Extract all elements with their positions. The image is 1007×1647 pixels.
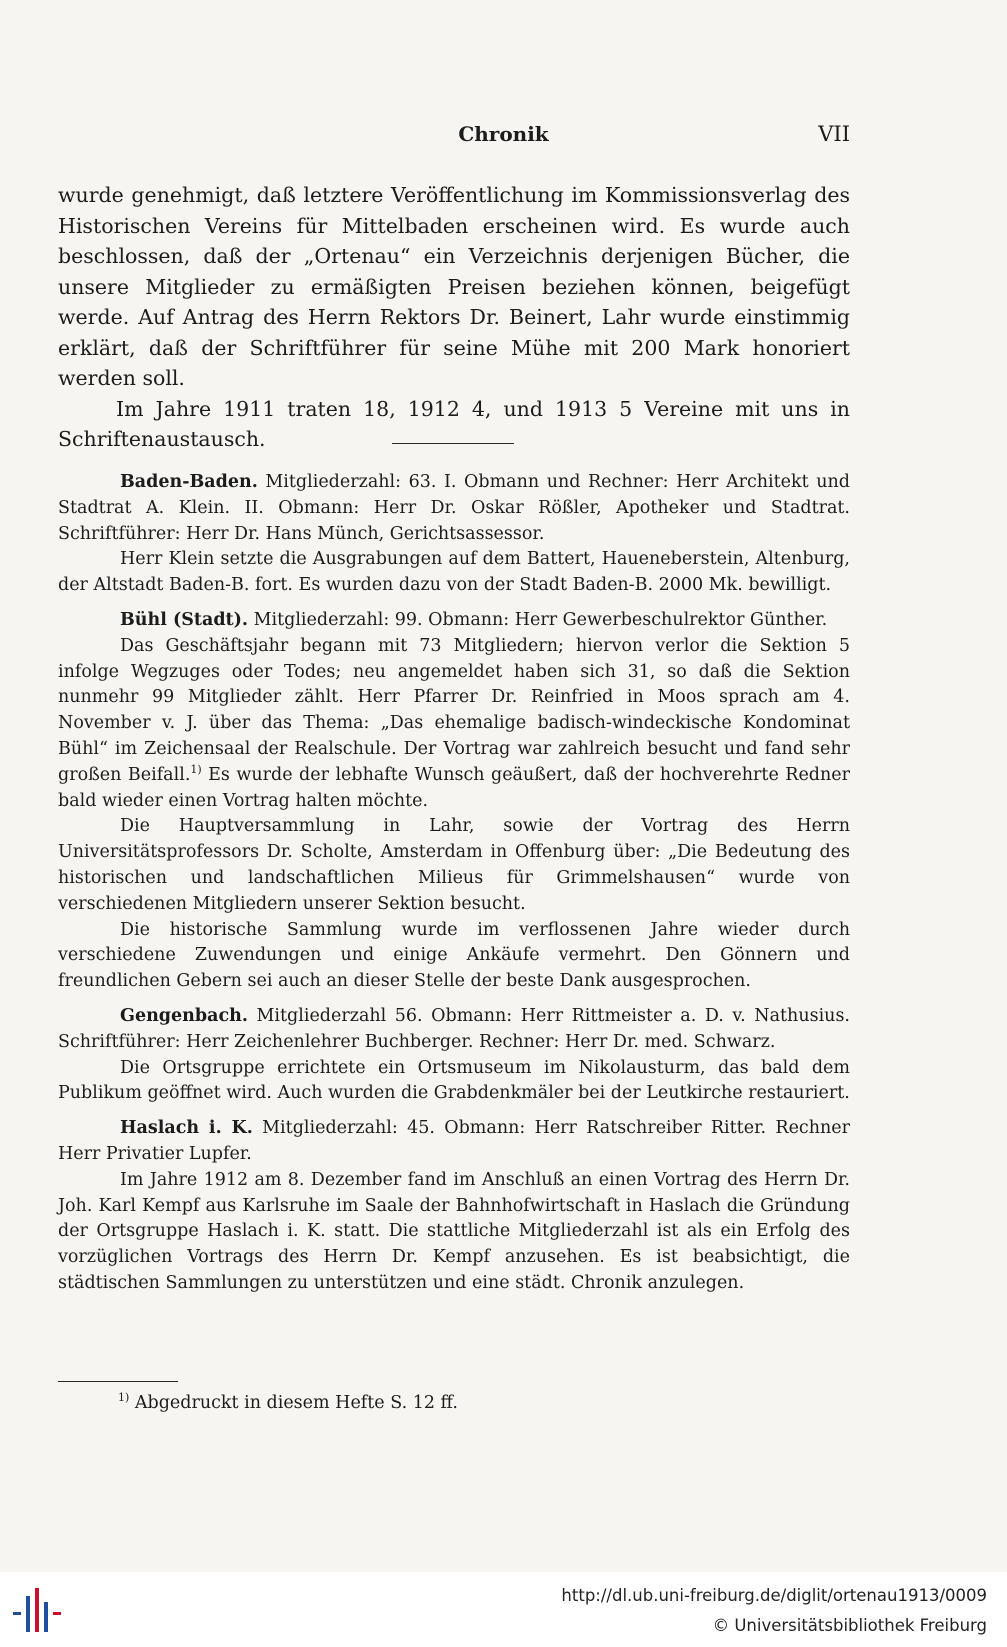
permalink-url[interactable]: http://dl.ub.uni-freiburg.de/diglit/ortenau1913/0009 (561, 1586, 987, 1605)
section-lead-text: Mitgliederzahl 56. Obmann: Herr Rittmeister a. D. v. Nathusius. Schriftführer: Herr Zeichenlehrer Buchberger. Rechner: Herr Dr. med. Schwarz. (58, 1005, 850, 1052)
section-lead (58, 608, 850, 634)
intro-paragraph: wurde genehmigt, daß letztere Veröffentlichung im Kommissionsverlag des Historischen Vereins für Mittelbaden erscheinen wird. Es wurde auch beschlossen, daß der „Ortenau“ ein Verzeichnis derjenigen Bücher, die unsere Mitglieder zu ermäßigten Preisen beziehen können, beigefügt werde. Auf Antrag des Herrn Rektors Dr. Beinert, Lahr wurde einstimmig erklärt, daß der Schriftführer für seine Mühe mit 200 Mark honoriert werden soll. (58, 183, 850, 390)
section-name: Gengenbach. (120, 1005, 248, 1026)
section-name: Haslach i. K. (120, 1118, 253, 1139)
footnote-divider (58, 1381, 178, 1382)
paragraph-text: Das Geschäftsjahr begann mit 73 Mitgliedern; hiervon verlor die Sektion 5 infolge Wegzuges oder Todes; neu angemeldet haben sich 31, so daß die Sektion nunmehr 99 Mitglieder zählt. Herr Pfarrer Dr. Reinfried in Moos sprach am 4. November v. J. über das Thema: „Das ehemalige badisch-windeckische Kondominat Bühl“ im Zeichensaal der Realschule. Der Vortrag war zahlreich besucht und fand sehr großen Beifall. (58, 635, 850, 785)
section-lead (58, 470, 850, 547)
footnote (118, 1390, 458, 1416)
section-paragraph: Die historische Sammlung wurde im verflossenen Jahre wieder durch verschiedene Zuwendungen und einige Ankäufe vermehrt. Den Gönnern und freundlichen Gebern sei auch an dieser Stelle der beste Dank ausgesprochen. (58, 919, 850, 992)
section-lead-text: Mitgliederzahl: 63. I. Obmann und Rechner: Herr Architekt und Stadtrat A. Klein. II. Obmann: Herr Dr. Oskar Rößler, Apotheker und Stadtrat. Schriftführer: Herr Dr. Hans Münch, Gerichtsassessor. (58, 472, 850, 544)
page-number: VII (818, 122, 850, 146)
section-lead (58, 1116, 850, 1168)
section-name: Baden-Baden. (120, 472, 258, 492)
section-paragraph: Herr Klein setzte die Ausgrabungen auf dem Battert, Haueneberstein, Altenburg, der Altstadt Baden-B. fort. Es wurden dazu von der Stadt Baden-B. 2000 Mk. bewilligt. (58, 549, 850, 596)
section-lead-text: Mitgliederzahl: 99. Obmann: Herr Gewerbeschulrektor Günther. (248, 609, 828, 630)
section-paragraph: Die Hauptversammlung in Lahr, sowie der Vortrag des Herrn Universitätsprofessors Dr. Scholte, Amsterdam in Offenburg über: „Die Bedeutung des historischen und landschaftlichen Milieus für Grimmelshausen“ wurde von verschiedenen Mitgliedern unserer Sektion besucht. (58, 816, 850, 914)
running-head: Chronik (458, 122, 549, 146)
section-paragraph (58, 634, 850, 815)
section-divider (392, 443, 514, 444)
paragraph-text: Es wurde der lebhafte Wunsch geäußert, daß der hochverehrte Redner bald wieder einen Vortrag halten möchte. (58, 764, 851, 811)
footnote-marker: 1) (118, 1391, 130, 1405)
library-footer (0, 1572, 1007, 1647)
section-haslach (58, 1116, 850, 1297)
section-baden-baden (58, 470, 850, 599)
section-paragraph: Im Jahre 1912 am 8. Dezember fand im Anschluß an einen Vortrag des Herrn Dr. Joh. Karl Kempf aus Karlsruhe im Saale der Bahnhofwirtschaft in Haslach die Gründung der Ortsgruppe Haslach i. K. statt. Die stattliche Mitgliederzahl ist als ein Erfolg des vorzüglichen Vortrags des Herrn Dr. Kempf anzusehen. Es ist beabsichtigt, die städtischen Sammlungen zu unterstützen und eine städt. Chronik anzulegen. (58, 1169, 850, 1293)
ub-freiburg-logo-icon (10, 1580, 66, 1640)
intro-text (58, 180, 850, 455)
section-lead-text: Mitgliederzahl: 45. Obmann: Herr Ratschreiber Ritter. Rechner Herr Privatier Lupfer. (58, 1118, 850, 1164)
footnote-text: Abgedruckt in diesem Hefte S. 12 ff. (129, 1393, 458, 1413)
section-gengenbach (58, 1004, 850, 1107)
chronicle-sections (58, 470, 850, 1306)
copyright-notice: © Universitätsbibliothek Freiburg (712, 1616, 987, 1635)
section-name: Bühl (Stadt). (120, 609, 249, 630)
section-buehl (58, 608, 850, 995)
section-paragraph: Die Ortsgruppe errichtete ein Ortsmuseum im Nikolausturm, das bald dem Publikum geöffnet wird. Auch wurden die Grabdenkmäler bei der Leutkirche restauriert. (58, 1057, 850, 1104)
section-lead (58, 1004, 850, 1056)
footnote-marker: 1) (190, 762, 202, 776)
intro-paragraph: Im Jahre 1911 traten 18, 1912 4, und 1913 5 Vereine mit uns in Schriftenaustausch. (58, 396, 850, 451)
